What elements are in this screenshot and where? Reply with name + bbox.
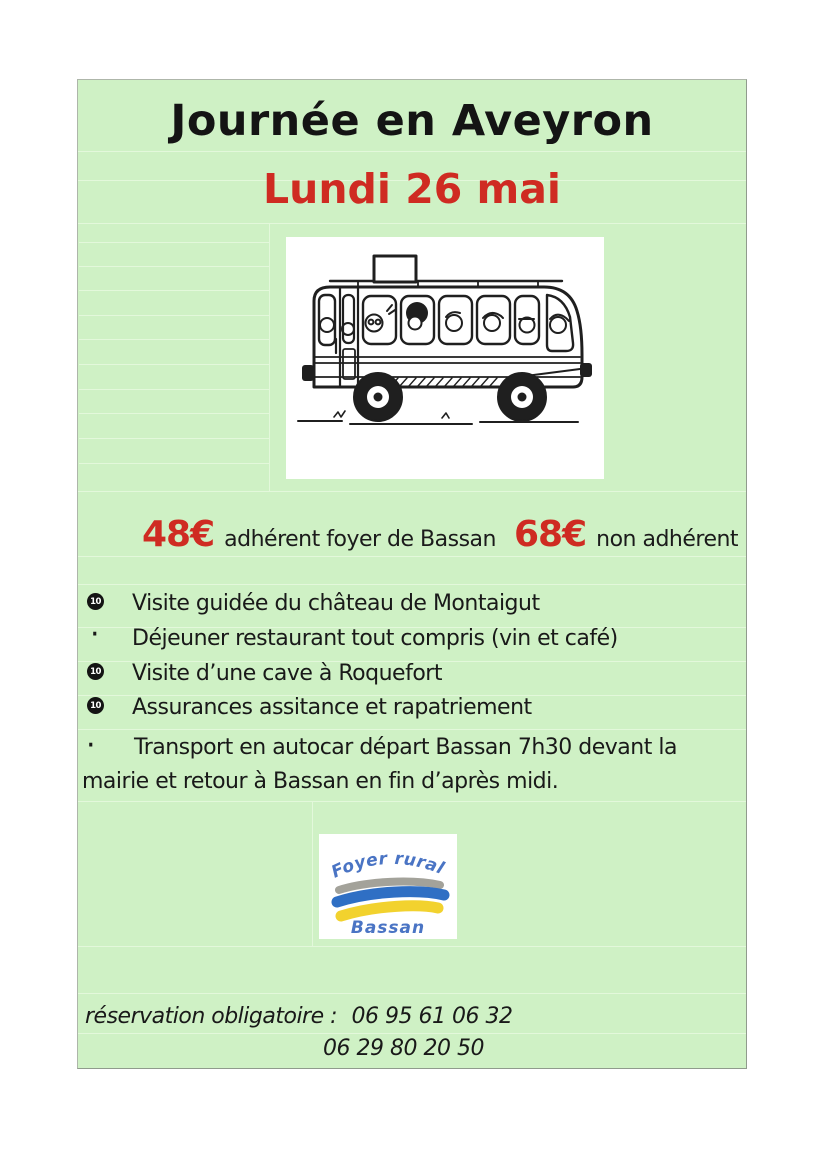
table-grid-line [78, 801, 746, 802]
table-grid-line [269, 223, 270, 491]
price-line [142, 514, 742, 555]
price-nonmember-amount: 68€ [513, 514, 587, 555]
list-item-label: Déjeuner restaurant tout compris (vin et café) [132, 626, 618, 651]
table-grid-line [79, 413, 269, 414]
table-grid-line [79, 290, 269, 291]
table-grid-line [78, 151, 746, 152]
logo-text-bottom: Bassan [350, 918, 426, 938]
page-title: Journée en Aveyron [170, 96, 654, 146]
table-grid-line [78, 223, 746, 224]
list-item-label: Visite d’une cave à Roquefort [132, 661, 442, 686]
table-grid-line [79, 389, 269, 390]
price-member-label: adhérent foyer de Bassan [224, 527, 496, 552]
dot-bullet-icon: · [86, 728, 96, 763]
reservation-label: réservation obligatoire : [85, 1004, 338, 1029]
table-grid-line [79, 463, 269, 464]
table-grid-line [78, 946, 746, 947]
svg-text:Foyer rural [328, 849, 447, 883]
bus-image-frame [286, 237, 604, 479]
phone-number-2: 06 29 80 20 50 [323, 1036, 484, 1061]
table-grid-line [78, 556, 746, 557]
logo-text-top: Foyer rural [328, 848, 448, 883]
phone-number-1: 06 95 61 06 32 [351, 1004, 513, 1029]
table-grid-line [79, 364, 269, 365]
table-grid-line [78, 491, 746, 492]
table-grid-line [79, 266, 269, 267]
reservation-note [85, 1004, 513, 1029]
list-item [84, 693, 740, 723]
circled-ten-bullet-icon: 10 [87, 593, 104, 610]
table-grid-line [312, 801, 313, 946]
table-grid-line [79, 242, 269, 243]
transport-note-line2: mairie et retour à Bassan en fin d’après midi. [82, 769, 559, 794]
table-grid-line [79, 315, 269, 316]
table-grid-line [79, 339, 269, 340]
list-item [84, 617, 740, 654]
list-item-label: Visite guidée du château de Montaigut [132, 591, 540, 616]
circled-ten-bullet-icon: 10 [87, 663, 104, 680]
circled-ten-bullet-icon: 10 [87, 697, 104, 714]
foyer-rural-bassan-logo [319, 834, 457, 939]
table-grid-line [78, 584, 746, 585]
list-item-label: Assurances assitance et rapatriement [132, 695, 532, 720]
list-item [84, 589, 740, 619]
table-grid-line [79, 438, 269, 439]
list-item [84, 659, 740, 689]
transport-note [82, 728, 746, 799]
bus-illustration [286, 237, 604, 479]
table-grid-line [78, 729, 746, 730]
flyer-background [77, 79, 747, 1069]
price-nonmember-label: non adhérent [596, 527, 739, 552]
price-member-amount: 48€ [142, 514, 215, 555]
table-grid-line [78, 993, 746, 994]
dot-bullet-icon: · [90, 617, 100, 652]
event-date: Lundi 26 mai [263, 165, 561, 213]
table-grid-line [78, 1033, 746, 1034]
transport-note-line1: Transport en autocar départ Bassan 7h30 devant la [134, 735, 677, 760]
